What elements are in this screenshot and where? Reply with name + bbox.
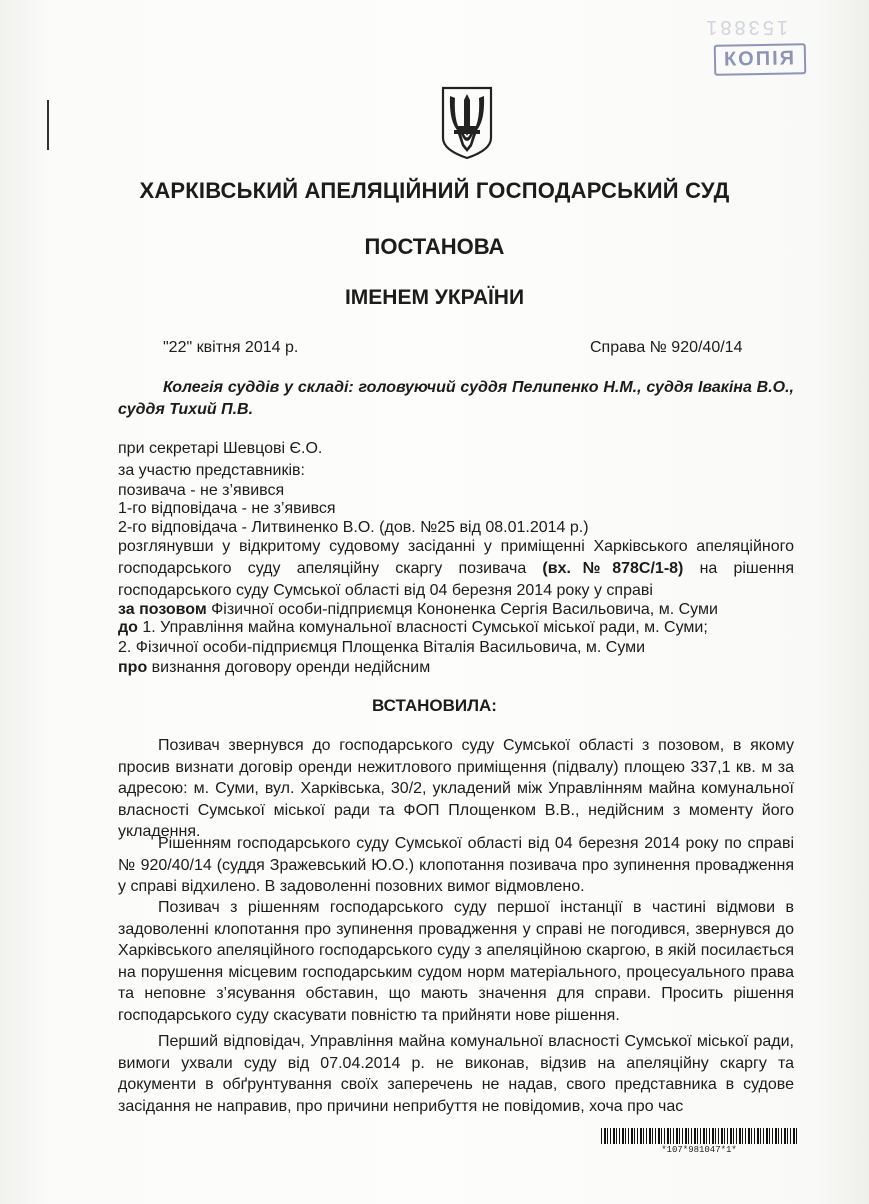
plaintiff-representative: позивача - не з’явився	[118, 482, 285, 499]
about-label: про	[118, 659, 148, 676]
paragraph-2: Рішенням господарського суду Сумської області від 04 березня 2014 року по справі № 920/40/14 (суддя Зражевський Ю.О.) клопотання позивача про зупинення провадження у справі відхилено. В задоволенні позовних вимог відмовлено.	[118, 835, 794, 895]
considered-text-2: на рішення господарського суду Сумської області від 04 березня 2014 року у справі	[118, 560, 794, 599]
document-date: "22" квітня 2014 р.	[163, 339, 299, 356]
court-name: ХАРКІВСЬКИЙ АПЕЛЯЦІЙНИЙ ГОСПОДАРСЬКИЙ СУД	[139, 178, 730, 203]
margin-mark	[47, 100, 49, 150]
defendant1-representative: 1-го відповідача - не з’явився	[118, 500, 336, 517]
barcode-bars	[601, 1128, 797, 1144]
faint-stamp-number: 153881	[703, 16, 788, 38]
copy-stamp: КОПІЯ	[714, 43, 807, 76]
claim-label: за позовом	[118, 601, 207, 618]
considered-text-1: розглянувши у відкритому судовому засіданні у приміщенні Харківського апеляційного господарського суду апеляційну скаргу позивача	[118, 538, 794, 577]
case-number: Справа № 920/40/14	[590, 339, 743, 356]
paragraph-4: Перший відповідач, Управління майна комунальної власності Сумської міської ради, вимоги ухвали суду від 07.04.2014 р. не виконав, відзив на апеляційну скаргу та документи в обґрунтування своїх заперечень не надав, свого представника в судове засідання не направив, про причини неприбуття не повідомив, хоча про час	[118, 1033, 794, 1115]
in-name-of: ІМЕНЕМ УКРАЇНИ	[344, 286, 525, 309]
about-text: визнання договору оренди недійсним	[151, 659, 431, 676]
claim-text: Фізичної особи-підприємця Кононенка Сергія Васильовича, м. Суми	[211, 601, 718, 618]
second-defendant-line: 2. Фізичної особи-підприємця Площенка Віталія Васильовича, м. Суми	[118, 639, 646, 656]
incoming-number: (вх.№878С/1-8)	[542, 560, 684, 577]
paragraph-1: Позивач звернувся до господарського суду Сумської області з позовом, в якому просив визнати договір оренди нежитлового приміщення (підвалу) площею 337,1 кв. м за адресою: м. Суми, вул. Харківська, 30/2, укладений між Управлінням майна комунальної власності Сумської міської ради та ФОП Площенком В.В., недійсним з моменту його укладення.	[118, 737, 794, 840]
subject-line	[118, 659, 430, 677]
paragraph-3: Позивач з рішенням господарського суду першої інстанції в частині відмови в задоволенні клопотання про зупинення провадження у справі не погодився, звернувся до Харківського апеляційного господарського суду з апеляційною скаргою, в якій посилається на порушення місцевим господарським судом норм матеріального, процесуального права та неповне з’ясування обставин, що мають значення для справи. Просить рішення господарського суду скасувати повністю та прийняти нове рішення.	[118, 899, 794, 1024]
to-text: 1. Управління майна комунальної власності Сумської міської ради, м. Суми;	[142, 619, 708, 636]
considered-paragraph	[118, 536, 794, 602]
document-type: ПОСТАНОВА	[364, 234, 505, 259]
barcode-number: *107*981047*1*	[661, 1145, 737, 1155]
established-heading: ВСТАНОВИЛА:	[372, 696, 497, 715]
secretary-line: при секретарі Шевцові Є.О.	[118, 440, 323, 457]
defendant2-representative: 2-го відповідача - Литвиненко В.О. (дов. №25 від 08.01.2014 р.)	[118, 519, 589, 536]
claim-line	[118, 601, 718, 619]
barcode	[601, 1128, 801, 1160]
to-label: до	[118, 619, 138, 636]
judges-panel: Колегія суддів у складі: головуючий суддя Пелипенко Н.М., суддя Івакіна В.О., суддя Тихий П.В.	[118, 379, 794, 418]
trident-emblem-icon	[440, 86, 494, 160]
representatives-intro: за участю представників:	[118, 462, 305, 479]
defendant-line	[118, 619, 708, 637]
